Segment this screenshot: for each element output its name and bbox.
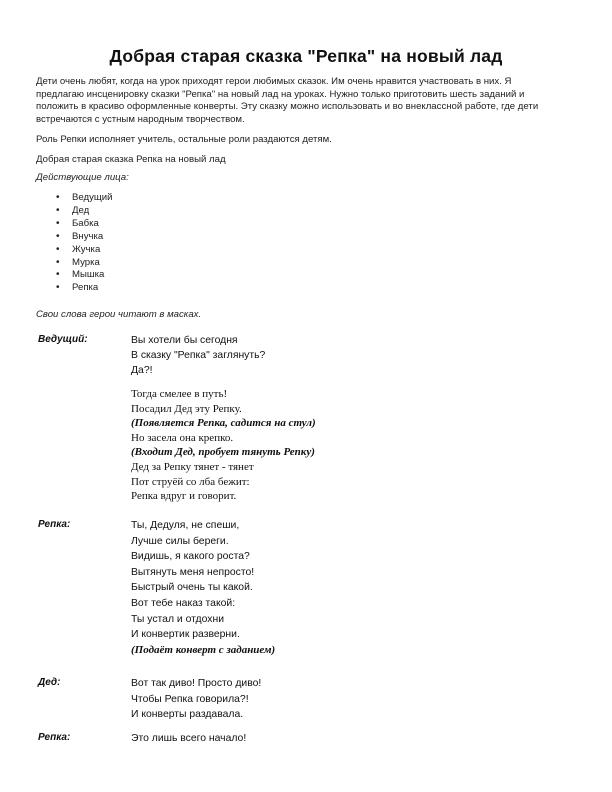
dialogue-line: Репка вдруг и говорит. <box>131 490 237 503</box>
dialogue-line: В сказку "Репка" заглянуть? <box>131 350 266 361</box>
cast-item: • Ведущий <box>56 192 113 205</box>
dialogue-block <box>131 387 316 504</box>
document-title: Добрая старая сказка "Репка" на новый лад <box>109 46 503 66</box>
subtitle: Добрая старая сказка Репка на новый лад <box>36 154 226 165</box>
cast-heading: Действующие лица: <box>36 172 129 183</box>
cast-item: • Жучка <box>56 244 113 257</box>
dialogue-line: Вот так диво! Просто диво! <box>131 678 262 689</box>
dialogue-line: Ты устал и отдохни <box>131 613 225 625</box>
stage-direction: (Появляется Репка, садится на стул) <box>131 417 316 430</box>
dialogue-line: Вот тебе наказ такой: <box>131 597 236 609</box>
cast-item: • Мышка <box>56 269 113 282</box>
stage-direction: (Входит Дед, пробует тянуть Репку) <box>131 446 315 459</box>
dialogue-block <box>131 731 246 747</box>
dialogue-line: Вытянуть меня непросто! <box>131 566 255 578</box>
masks-note: Свои слова герои читают в масках. <box>36 309 202 320</box>
dialogue-line: Дед за Репку тянет - тянет <box>131 460 254 473</box>
dialogue-line: Это лишь всего начало! <box>131 733 247 744</box>
cast-item: • Мурка <box>56 257 113 270</box>
cast-item: • Дед <box>56 205 113 218</box>
intro-paragraph <box>36 76 584 126</box>
dialogue-line: Посадил Дед эту Репку. <box>131 402 242 415</box>
cast-item: • Репка <box>56 282 113 295</box>
dialogue-line: И конверты раздавала. <box>131 709 244 721</box>
dialogue-block <box>131 518 254 643</box>
dialogue-block <box>131 333 265 378</box>
speaker-label: Ведущий: <box>38 334 88 345</box>
cast-item: • Внучка <box>56 231 113 244</box>
role-note: Роль Репки исполняет учитель, остальные роли раздаются детям. <box>36 134 332 145</box>
intro-line: Дети очень любят, когда на урок приходят герои любимых сказок. Им очень нравится участвовать в них. Я <box>36 76 512 87</box>
dialogue-line: Быстрый очень ты какой. <box>131 582 253 594</box>
dialogue-block <box>131 676 261 723</box>
speaker-label: Репка: <box>38 519 71 530</box>
dialogue-line: Да?! <box>131 365 153 376</box>
speaker-label: Репка: <box>38 732 71 743</box>
speaker-label: Дед: <box>38 677 61 688</box>
dialogue-line: Пот струёй со лба бежит: <box>131 475 250 488</box>
dialogue-block <box>131 643 275 658</box>
dialogue-line: Лучше силы береги. <box>131 535 229 547</box>
dialogue-line: Ты, Дедуля, не спеши, <box>131 520 240 531</box>
dialogue-line: Но засела она крепко. <box>131 431 234 444</box>
intro-line: предлагаю инсценировку сказки "Репка" на новый лад на уроках. Нужно только приготовить шесть заданий и <box>36 88 525 100</box>
intro-line: встречаются с устным народным творчеством. <box>36 113 245 125</box>
dialogue-line: Чтобы Репка говорила?! <box>131 693 249 705</box>
cast-item: • Бабка <box>56 218 113 231</box>
cast-list <box>56 192 113 295</box>
dialogue-line: Видишь, я какого роста? <box>131 551 250 563</box>
intro-line: положить в красиво оформленные конверты. Эту сказку можно использовать и во внеклассной работе, где дети <box>36 101 539 113</box>
dialogue-line: И конвертик разверни. <box>131 629 240 641</box>
dialogue-line: Тогда смелее в путь! <box>131 388 228 400</box>
stage-direction: (Подаёт конверт с заданием) <box>131 644 276 656</box>
dialogue-line: Вы хотели бы сегодня <box>131 335 238 346</box>
